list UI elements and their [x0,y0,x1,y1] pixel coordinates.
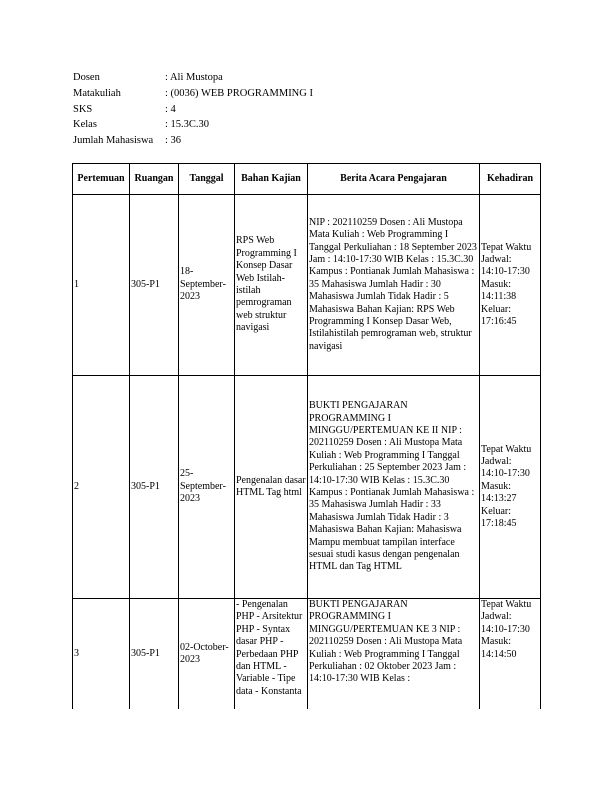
cell-kehadiran: Tepat Waktu Jadwal: 14:10-17:30 Masuk: 14:13:27 Keluar: 17:18:45 [480,376,541,599]
table-header-row [73,164,541,195]
info-row-dosen [73,70,313,86]
cell-tanggal: 25-September-2023 [179,376,235,599]
course-info [73,70,313,149]
info-label: SKS [73,103,93,115]
column-header-pertemuan: Pertemuan [73,164,130,195]
cell-pertemuan: 3 [73,599,130,710]
column-header-berita-acara: Berita Acara Pengajaran [308,164,480,195]
cell-bahan-kajian: Pengenalan dasar HTML Tag html [235,376,308,599]
cell-ruangan: 305-P1 [130,195,179,376]
column-header-kehadiran: Kehadiran [480,164,541,195]
cell-berita-acara: NIP : 202110259 Dosen : Ali Mustopa Mata Kuliah : Web Programming I Tanggal Perkuliahan : 18 September 2023 Jam : 14:10-17:30 WIB Kelas : 15.3C.30 Kampus : Pontianak Jumlah Mahasiswa : 35 Mahasiswa Jumlah Hadir : 30 Mahasiswa Jumlah Tidak Hadir : 5 Mahasiswa Bahan Kajian: RPS Web Programming I Konsep Dasar Web, Istilahistilah pemrograman web, struktur navigasi [308,195,480,376]
info-label: Jumlah Mahasiswa [73,135,154,147]
cell-kehadiran [480,599,541,710]
info-row-kelas [73,117,313,133]
info-label: Dosen [73,72,100,83]
attendance-table [72,163,541,709]
cell-tanggal: 02-October-2023 [179,599,235,710]
table-row [73,195,541,376]
info-value: : 36 [165,135,182,147]
cell-bahan-kajian-text: - Pengenalan PHP - Arsitektur PHP - Syntax dasar PHP - Perbedaan PHP dan HTML - Variable - Tipe data - Konstanta [236,599,303,697]
cell-bahan-kajian: RPS Web Programming I Konsep Dasar Web Istilah-istilah pemrograman web struktur navigasi [235,195,308,376]
info-label: Kelas [73,119,97,131]
column-header-tanggal: Tanggal [179,164,235,195]
cell-pertemuan: 1 [73,195,130,376]
table-row [73,599,541,710]
info-row-matakuliah [73,86,313,102]
info-row-sks [73,102,313,118]
cell-ruangan: 305-P1 [130,599,179,710]
info-value: : 15.3C.30 [165,119,210,131]
column-header-ruangan: Ruangan [130,164,179,195]
cell-berita-acara: BUKTI PENGAJARAN PROGRAMMING I MINGGU/PERTEMUAN KE II NIP : 202110259 Dosen : Ali Mustopa Mata Kuliah : Web Programming I Tanggal Perkuliahan : 25 September 2023 Jam : 14:10-17:30 WIB Kelas : 15.3C.30 Kampus : Pontianak Jumlah Mahasiswa : 35 Mahasiswa Jumlah Hadir : 33 Mahasiswa Jumlah Tidak Hadir : 3 Mahasiswa Bahan Kajian: Mahasiswa Mampu membuat tampilan interface sesuai studi kasus dengan pengenalan HTML dan Tag HTML [308,376,480,599]
info-value: : Ali Mustopa [165,72,223,83]
cell-berita-acara [308,599,480,710]
cell-kehadiran-text: Tepat Waktu Jadwal: 14:10-17:30 Masuk: 14:14:50 [481,599,532,660]
info-row-jumlah-mahasiswa [73,133,313,149]
cell-kehadiran: Tepat Waktu Jadwal: 14:10-17:30 Masuk: 14:11:38 Keluar: 17:16:45 [480,195,541,376]
table-row [73,376,541,599]
info-label: Matakuliah [73,87,121,99]
cell-berita-acara-text: BUKTI PENGAJARAN PROGRAMMING I MINGGU/PERTEMUAN KE 3 NIP : 202110259 Dosen : Ali Mustopa Mata Kuliah : Web Programming I Tanggal Perkuliahan : 02 Oktober 2023 Jam : 14:10-17:30 WIB Kelas : [309,599,463,685]
cell-ruangan: 305-P1 [130,376,179,599]
cell-tanggal: 18-September-2023 [179,195,235,376]
info-value: : 4 [165,103,176,115]
cell-pertemuan: 2 [73,376,130,599]
cell-bahan-kajian [235,599,308,710]
column-header-bahan-kajian: Bahan Kajian [235,164,308,195]
info-value: : (0036) WEB PROGRAMMING I [165,87,313,99]
